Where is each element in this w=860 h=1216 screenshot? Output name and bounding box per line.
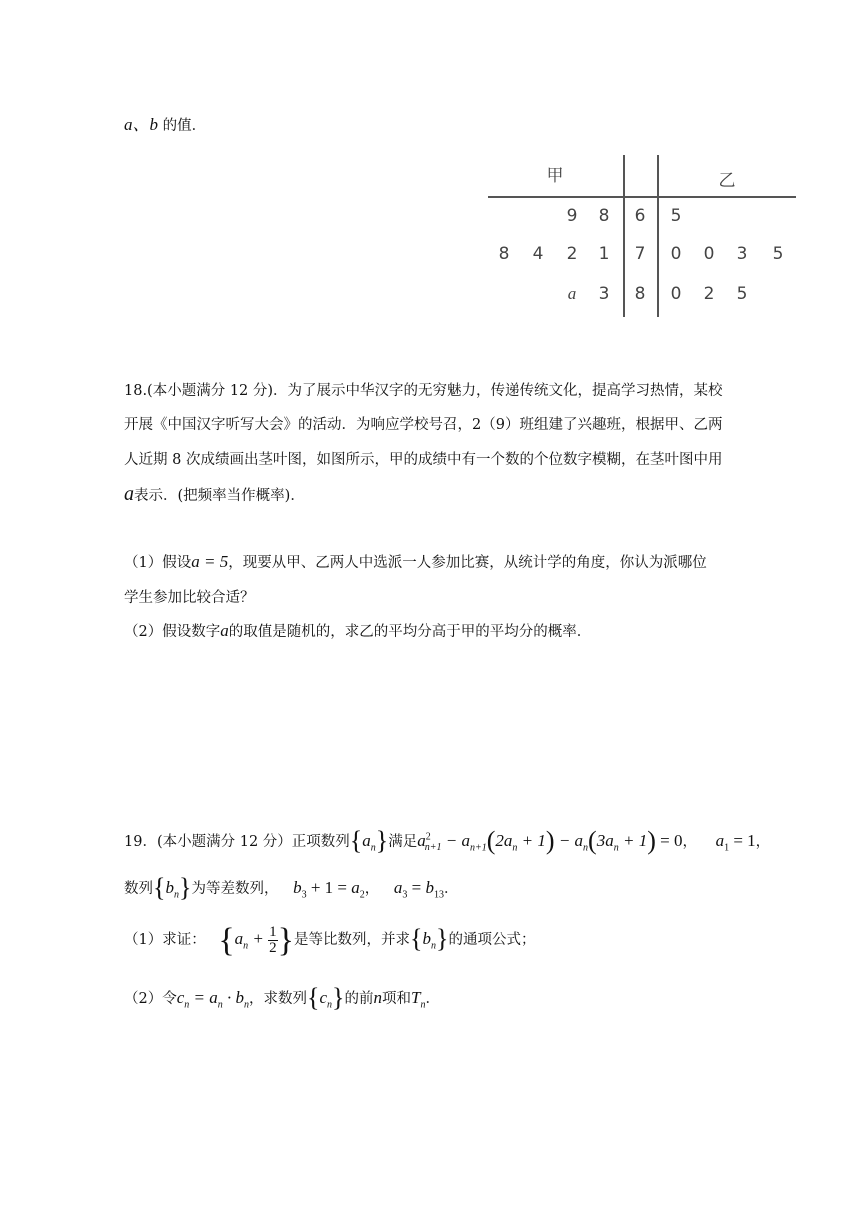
leaf-right: 3 xyxy=(736,244,748,264)
header-rule xyxy=(488,196,796,198)
q18-part2-text: 的取值是随机的，求乙的平均分高于甲的平均分的概率． xyxy=(228,624,592,640)
leaf-right: 5 xyxy=(670,206,682,226)
q19-line1-mid: 满足 xyxy=(388,834,418,850)
stem-value: 6 xyxy=(634,206,646,226)
stem-value: 7 xyxy=(634,244,646,264)
seq-b: $\{b_n\}$ xyxy=(409,924,449,953)
leaf-left: 8 xyxy=(498,244,510,264)
recurrence-formula: $a^2_{n+1} - a_{n+1}(2a_n + 1) - a_n(3a_n + 1)$ xyxy=(417,826,656,855)
leaf-left: 8 xyxy=(598,206,610,226)
q18-line4 xyxy=(124,483,305,506)
b3-term: $b_3$ xyxy=(293,878,307,901)
leaf-right: 5 xyxy=(736,284,748,304)
q19-line1-prefix: 19．(本小题满分 12 分）正项数列 xyxy=(124,834,350,850)
q19-part1-mid: 是等比数列，并求 xyxy=(293,932,410,948)
eq-sign: = xyxy=(411,878,422,897)
q19-line2-prefix: 数列 xyxy=(124,881,153,897)
leaf-right: 0 xyxy=(670,244,682,264)
intro-text: 的值． xyxy=(162,118,207,134)
q18-part1-text: ，现要从甲、乙两人中选派一人参加比赛，从统计学的角度，你认为派哪位 xyxy=(228,555,707,571)
stem-leaf-plot xyxy=(488,155,798,317)
separator: ， xyxy=(755,834,771,850)
q18-line4-text: 表示．(把频率当作概率)． xyxy=(134,488,305,504)
q19-part1 xyxy=(124,922,535,960)
q19-part2-prefix: （2）令 xyxy=(124,991,177,1007)
var-a: a xyxy=(124,483,134,505)
q18-part1-math: a = 5 xyxy=(191,552,229,571)
q19-part2-tail1: 的前 xyxy=(344,991,374,1007)
q18-part1-line2: 学生参加比较合适？ xyxy=(124,590,255,606)
leaf-right: 0 xyxy=(703,244,715,264)
a1-value: = 1 xyxy=(733,831,756,850)
q18-part2 xyxy=(124,620,591,641)
q18-part2-prefix: （2）假设数字 xyxy=(124,624,221,640)
leaf-left: 1 xyxy=(598,244,610,264)
leaf-right: 0 xyxy=(670,284,682,304)
q18-line1: 18.(本小题满分 12 分)．为了展示中华汉字的无穷魅力，传递传统文化，提高学习热情，某校 xyxy=(124,383,723,399)
leaf-right: 5 xyxy=(772,244,784,264)
header-right: 乙 xyxy=(718,171,736,191)
recurrence-rhs: = 0 xyxy=(660,831,683,850)
seq-a: $\{a_n\}$ xyxy=(349,826,389,855)
q19-line2: 数列$\{b_n\}$为等差数列， $b_3 + 1 = a_2$， $a_3 = b_{13}$． xyxy=(124,873,459,902)
leaf-right: 2 xyxy=(703,284,715,304)
q19-part1-tail: 的通项公式； xyxy=(448,932,536,948)
sum-T: $T_n$ xyxy=(411,988,426,1011)
b13-term: $b_{13}$ xyxy=(421,878,444,901)
intro-tail xyxy=(124,110,206,135)
leaf-left: 3 xyxy=(598,284,610,304)
q18-part1 xyxy=(124,551,707,572)
stem-line-left xyxy=(623,155,625,317)
q19-part1-prefix: （1）求证： xyxy=(124,932,206,948)
seq-c: $\{c_n\}$ xyxy=(307,983,345,1012)
cn-definition: $c_n = a_n \cdot b_n$ xyxy=(176,988,250,1011)
leaf-left: 2 xyxy=(566,244,578,264)
stem-line-right xyxy=(657,155,659,317)
q19-part2-tail2: 项和 xyxy=(382,991,412,1007)
stem-value: 8 xyxy=(634,284,646,304)
a2-term: $a_2$ xyxy=(347,878,365,901)
leaf-left-blurred: a xyxy=(567,284,577,303)
q19-line1 xyxy=(124,826,770,856)
q19-line2-mid: 为等差数列， xyxy=(191,881,279,897)
leaf-left: 9 xyxy=(566,206,578,226)
q18-line2: 开展《中国汉字听写大会》的活动．为响应学校号召，2（9）班组建了兴趣班，根据甲、乙两 xyxy=(124,417,723,433)
q18-part1-prefix: （1）假设 xyxy=(124,555,192,571)
a3-term: $a_3$ xyxy=(393,878,408,901)
var-a: a xyxy=(220,621,229,640)
separator: ， xyxy=(682,834,697,850)
var-n: n xyxy=(373,988,383,1007)
seq-b: $\{b_n\}$ xyxy=(153,873,192,902)
separator: ， xyxy=(364,881,380,897)
a1-term: $a_1$ xyxy=(715,831,730,854)
intro-vars: a、b xyxy=(124,115,158,134)
leaf-left: 4 xyxy=(532,244,544,264)
q18-line3: 人近期 8 次成绩画出茎叶图，如图所示，甲的成绩中有一个数的个位数字模糊，在茎叶图中用 xyxy=(124,452,723,468)
eq-b3-plus-1: + 1 = xyxy=(310,878,348,897)
q19-part2-mid: ，求数列 xyxy=(249,991,308,1007)
q19-part2 xyxy=(124,983,440,1013)
q19-part2-end: ． xyxy=(425,991,440,1007)
sum-T-letter: T xyxy=(411,988,421,1007)
header-left: 甲 xyxy=(546,166,564,186)
geometric-seq-expr: {$a_n$ + $\frac{1}{2}$ } xyxy=(218,922,294,959)
